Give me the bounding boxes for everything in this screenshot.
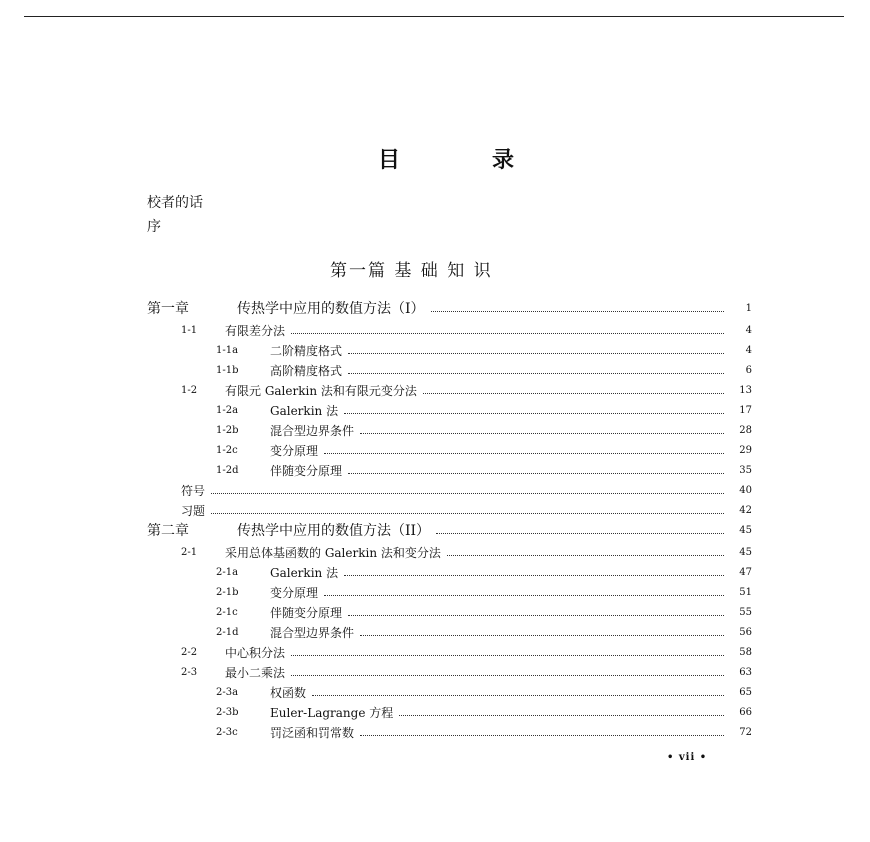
toc-entry-page: 56 [739,626,752,638]
toc-entry-number: 2-2 [181,646,198,658]
toc-entry [147,298,752,318]
toc-entry-label: 变分原理 [270,585,319,600]
toc-entry-label: 变分原理 [270,443,319,458]
dot-leader [344,413,724,414]
toc-entry-label: 罚泛函和罚常数 [270,725,355,740]
toc-entry [216,360,752,380]
dot-leader [348,353,724,354]
toc-entry-page: 13 [739,384,752,396]
toc-entry-label: 混合型边界条件 [270,625,355,640]
toc-entry-number: 1-1b [216,364,239,376]
toc-entry-page: 47 [739,566,752,578]
dot-leader [211,493,724,494]
toc-entry-page: 66 [739,706,752,718]
toc-entry-page: 63 [739,666,752,678]
toc-entry [216,722,752,742]
dot-leader [431,311,724,312]
toc-entry-number: 第二章 [147,523,189,539]
toc-entry-page: 58 [739,646,752,658]
toc-entry-label: 采用总体基函数的 Galerkin 法和变分法 [225,545,441,560]
toc-entry-label: Galerkin 法 [270,565,339,580]
toc-entry-page: 28 [739,424,752,436]
toc-entry-page: 17 [739,404,752,416]
part-title: 第一篇 基 础 知 识 [330,261,493,281]
dot-leader [291,655,724,656]
toc-entry-number: 2-1 [181,546,198,558]
toc-entry [216,562,752,582]
dot-leader [360,433,724,434]
toc-entry [181,642,752,662]
toc-entry [216,682,752,702]
toc-entry-label: 伴随变分原理 [270,605,343,620]
toc-entry [216,460,752,480]
toc-entry-page: 1 [745,302,752,314]
toc-entry-number: 2-3 [181,666,198,678]
dot-leader [423,393,724,394]
toc-entry [181,480,752,500]
toc-entry-page: 42 [739,504,752,516]
dot-leader [348,373,724,374]
toc-entry [181,500,752,520]
top-rule [24,16,844,17]
toc-entry-number: 2-3c [216,726,238,738]
toc-entry-label: Galerkin 法 [270,403,339,418]
toc-entry-page: 55 [739,606,752,618]
page-number-footer: • vii • [667,752,708,763]
toc-entry-label: 传热学中应用的数值方法（II） [237,523,431,539]
dot-leader [348,473,724,474]
toc-entry-label: 有限元 Galerkin 法和有限元变分法 [225,383,417,398]
toc-entry [216,340,752,360]
toc-entry [216,420,752,440]
toc-entry-label: 伴随变分原理 [270,463,343,478]
dot-leader [344,575,724,576]
toc-entry-page: 4 [745,324,752,336]
toc-entry-number: 2-3a [216,686,239,698]
toc-entry [216,440,752,460]
dot-leader [211,513,724,514]
toc-entry-page: 65 [739,686,752,698]
toc-entry-page: 29 [739,444,752,456]
toc-entry [216,622,752,642]
front-matter-preface-editor: 校者的话 [147,195,203,211]
toc-entry-page: 4 [745,344,752,356]
dot-leader [324,595,724,596]
toc-entry-label: 有限差分法 [225,323,286,338]
toc-entry-number: 1-1 [181,324,198,336]
dot-leader [312,695,724,696]
toc-entry-label: 习题 [181,503,206,518]
toc-entry-number: 1-2d [216,464,239,476]
dot-leader [360,635,724,636]
toc-entry-page: 45 [739,524,752,536]
toc-entry-label: 中心积分法 [225,645,286,660]
toc-entry-number: 2-1a [216,566,239,578]
front-matter-preface: 序 [147,219,161,235]
toc-entry-number: 1-2c [216,444,238,456]
toc-entry-label: 二阶精度格式 [270,343,343,358]
dot-leader [324,453,724,454]
page-title-right: 录 [492,147,515,173]
dot-leader [291,675,724,676]
toc-entry-label: 传热学中应用的数值方法（I） [237,301,425,317]
toc-entry [181,542,752,562]
toc-entry-label: 符号 [181,483,206,498]
dot-leader [360,735,724,736]
toc-entry-number: 1-1a [216,344,239,356]
toc-entry-page: 6 [745,364,752,376]
toc-entry-number: 1-2a [216,404,239,416]
toc-entry [181,380,752,400]
toc-entry-label: 最小二乘法 [225,665,286,680]
toc-entry [147,520,752,540]
page-title-left: 目 [378,147,401,173]
toc-entry-page: 72 [739,726,752,738]
toc-entry [216,582,752,602]
toc-entry-label: 权函数 [270,685,307,700]
toc-entry-number: 2-1b [216,586,239,598]
toc-entry [181,320,752,340]
toc-entry [216,702,752,722]
toc-entry-number: 2-1c [216,606,238,618]
toc-entry-page: 51 [739,586,752,598]
dot-leader [436,533,724,534]
toc-entry [216,602,752,622]
dot-leader [447,555,724,556]
toc-entry-label: 混合型边界条件 [270,423,355,438]
toc-entry-number: 1-2b [216,424,239,436]
dot-leader [291,333,724,334]
toc-entry [181,662,752,682]
toc-entry-number: 2-1d [216,626,239,638]
toc-entry-label: 高阶精度格式 [270,363,343,378]
toc-entry-number: 2-3b [216,706,239,718]
toc-entry-page: 45 [739,546,752,558]
toc-entry-page: 40 [739,484,752,496]
toc-entry [216,400,752,420]
toc-entry-label: Euler-Lagrange 方程 [270,705,394,720]
toc-entry-page: 35 [739,464,752,476]
toc-entry-number: 1-2 [181,384,198,396]
dot-leader [399,715,724,716]
dot-leader [348,615,724,616]
toc-entry-number: 第一章 [147,301,189,317]
